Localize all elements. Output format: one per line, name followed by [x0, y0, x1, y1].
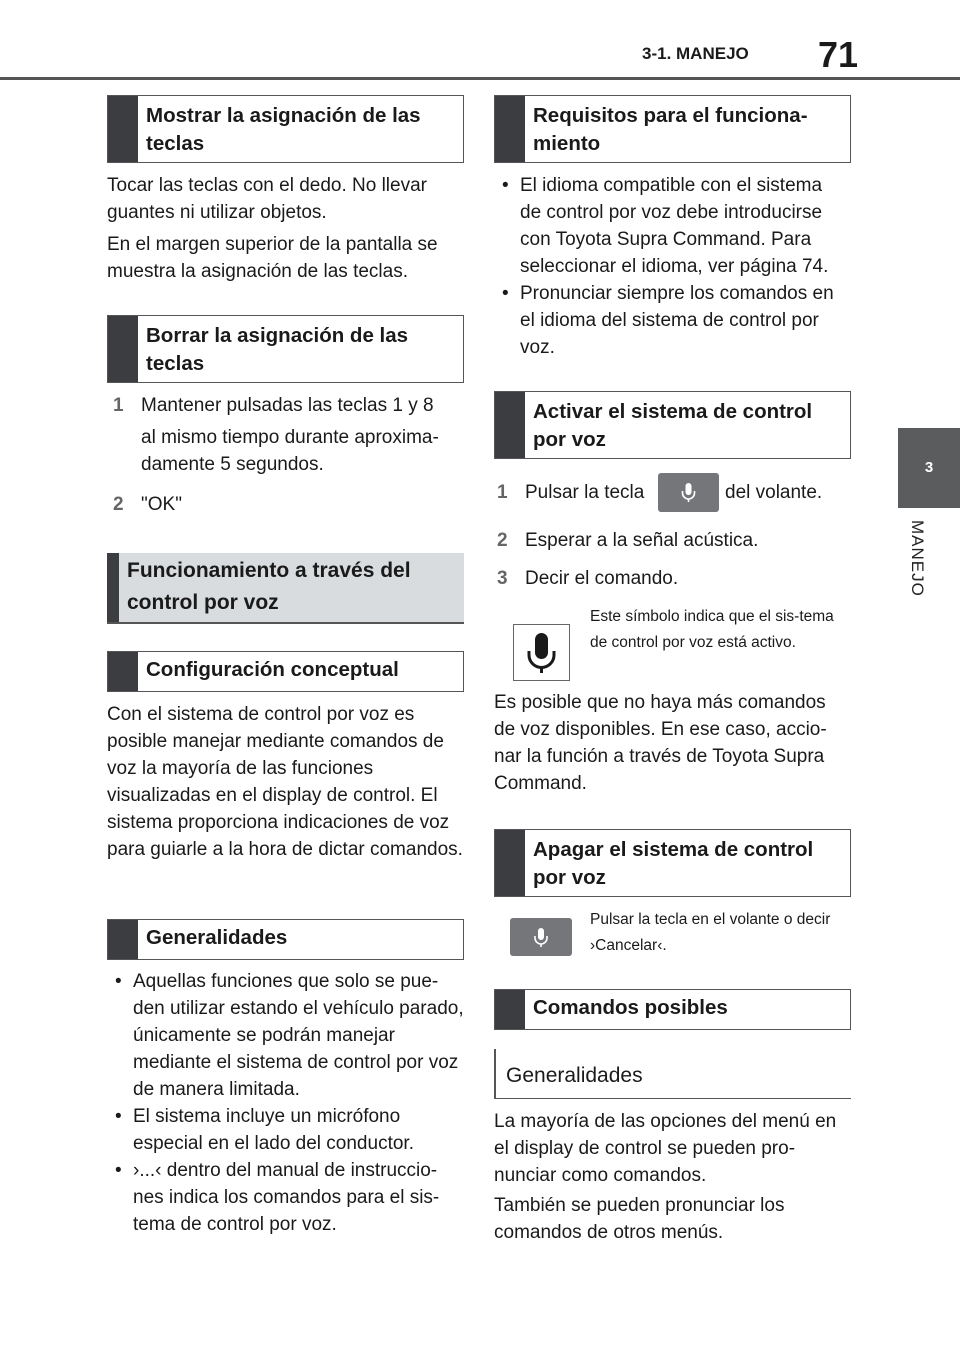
heading-bar: [108, 316, 138, 382]
paragraph: Tocar las teclas con el dedo. No llevar guantes ni utilizar objetos.: [107, 175, 427, 223]
step-text: Pulsar la tecla: [525, 482, 645, 503]
heading-bar: [495, 830, 525, 896]
heading-mostrar-text: Mostrar la asignación de las teclas: [146, 104, 421, 155]
paragraph: Es posible que no haya más comandos de voz disponibles. En ese caso, accio-nar la función a través de Toyota Supra Command.: [494, 692, 827, 794]
step-text: damente 5 segundos.: [141, 454, 324, 475]
list-item: • ›...‹ dentro del manual de instruccio-nes indica los comandos para el sis-tema de control por voz.: [107, 1157, 465, 1238]
heading-comandos-text: Comandos posibles: [533, 996, 728, 1019]
heading-generalidades: [107, 919, 464, 960]
chapter-title: 3-1. MANEJO: [642, 44, 749, 63]
microphone-icon: [510, 918, 572, 956]
list-item: • Aquellas funciones que solo se pue-den utilizar estando el vehículo parado, únicamente se podrán manejar mediante el sistema de control por voz de manera limitada.: [107, 968, 465, 1103]
bullet-list-requisitos: [494, 172, 846, 361]
chapter-tab-number: 3: [924, 459, 934, 476]
paragraph: La mayoría de las opciones del menú en el display de control se pueden pro-nunciar como comandos.: [494, 1111, 837, 1186]
heading-bar: [495, 990, 525, 1029]
subheading-rule: [494, 1098, 851, 1099]
step-number: 3: [497, 568, 508, 589]
step-text: Decir el comando.: [525, 568, 679, 589]
heading-activar-text: Activar el sistema de control por voz: [533, 400, 813, 451]
header-rule: [0, 77, 960, 80]
heading-borrar-text: Borrar la asignación de las teclas: [146, 324, 409, 375]
symbol-note: Este símbolo indica que el sis-tema de control por voz está activo.: [590, 608, 834, 651]
heading-bar: [108, 920, 138, 959]
step-number: 1: [113, 395, 124, 416]
heading-requisitos: [494, 95, 851, 163]
step-number: 1: [497, 482, 508, 503]
heading-activar: [494, 391, 851, 459]
step-text: al mismo tiempo durante aproxima-: [141, 427, 439, 448]
voice-active-symbol: [513, 624, 570, 681]
heading-bar: [108, 652, 138, 691]
list-item: • El sistema incluye un micrófono especial en el lado del conductor.: [107, 1103, 465, 1157]
list-item: • Pronunciar siempre los comandos en el idioma del sistema de control por voz.: [494, 280, 846, 361]
list-item: • El idioma compatible con el sistema de control por voz debe introducirse con Toyota Supra Command. Para seleccionar el idioma, ver página 74.: [494, 172, 846, 280]
voice-key-image: [510, 918, 572, 956]
paragraph: También se pueden pronunciar los comandos de otros menús.: [494, 1195, 785, 1243]
voice-key-button: [658, 473, 719, 512]
heading-bar: [495, 392, 525, 458]
heading-comandos: [494, 989, 851, 1030]
step-text: del volante.: [725, 482, 823, 503]
heading-bar: [107, 553, 119, 622]
step-text: "OK": [141, 494, 182, 515]
step-number: 2: [497, 530, 508, 551]
bullet-list-generalidades: [107, 968, 465, 1238]
microphone-icon: [658, 473, 719, 512]
heading-borrar: [107, 315, 464, 383]
subheading-bar: [494, 1049, 496, 1099]
paragraph: En el margen superior de la pantalla se muestra la asignación de las teclas.: [107, 234, 438, 282]
heading-configuracion-text: Configuración conceptual: [146, 658, 399, 681]
heading-bar: [495, 96, 525, 162]
chapter-tab-label: MANEJO: [908, 520, 927, 597]
step-text: Esperar a la señal acústica.: [525, 530, 759, 551]
heading-requisitos-text: Requisitos para el funciona-miento: [533, 104, 808, 155]
heading-generalidades-text: Generalidades: [146, 926, 288, 949]
apagar-note: Pulsar la tecla en el volante o decir ›Cancelar‹.: [590, 911, 831, 954]
microphone-active-icon: [514, 625, 569, 680]
page-number: 71: [818, 34, 859, 75]
heading-funcionamiento: [107, 553, 464, 624]
chapter-tab: [898, 428, 960, 508]
heading-bar: [108, 96, 138, 162]
heading-funcionamiento-text: Funcionamiento a través del control por voz: [127, 559, 411, 614]
paragraph: Con el sistema de control por voz es posible manejar mediante comandos de voz la mayoría de las funciones visualizadas en el display de control. El sistema proporciona indicaciones de voz para guiarle a la hora de dictar comandos.: [107, 704, 463, 860]
step-text: Mantener pulsadas las teclas 1 y 8: [141, 395, 434, 416]
step-number: 2: [113, 494, 124, 515]
heading-mostrar: [107, 95, 464, 163]
subheading-generalidades: Generalidades: [506, 1064, 643, 1087]
heading-configuracion: [107, 651, 464, 692]
heading-apagar: [494, 829, 851, 897]
heading-apagar-text: Apagar el sistema de control por voz: [533, 838, 814, 889]
